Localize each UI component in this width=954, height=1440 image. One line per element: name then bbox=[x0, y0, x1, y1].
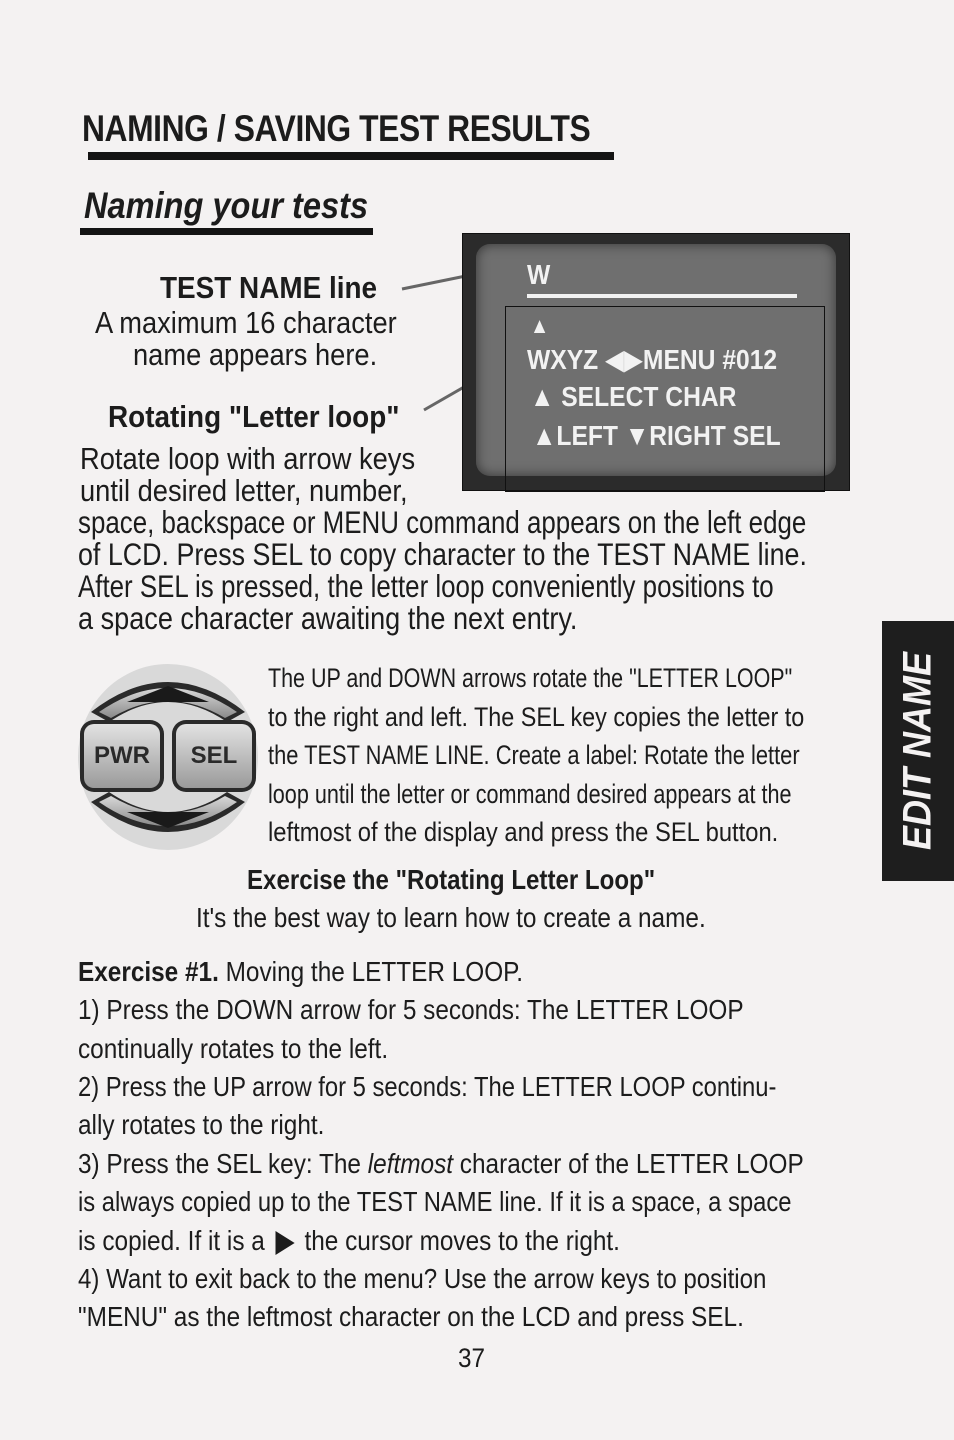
step3-pre: 3) Press the SEL key: The bbox=[78, 1148, 368, 1179]
exercise1-title-text: Moving the LETTER LOOP. bbox=[218, 956, 524, 987]
lcd-name-line: W bbox=[527, 259, 551, 290]
keypad-text-2: to the right and left. The SEL key copies the letter to bbox=[268, 702, 805, 732]
page-number: 37 bbox=[458, 1343, 486, 1373]
lcd-caret-icon: ▲ bbox=[530, 313, 550, 338]
sel-label: SEL bbox=[190, 742, 238, 769]
page-heading: NAMING / SAVING TEST RESULTS bbox=[82, 108, 591, 149]
step3-post: character of the LETTER LOOP bbox=[453, 1148, 804, 1179]
letter-loop-line-1: Rotate loop with arrow keys bbox=[80, 441, 416, 476]
step3-emphasis: leftmost bbox=[367, 1148, 454, 1179]
lcd-select-line: ▲ SELECT CHAR bbox=[530, 381, 737, 412]
test-name-line-desc-2: name appears here. bbox=[133, 337, 378, 372]
lcd-name-underline bbox=[527, 294, 797, 298]
body-line-1: space, backspace or MENU command appears on the left edge bbox=[78, 504, 807, 540]
exercise1-label: Exercise #1. bbox=[78, 956, 219, 987]
step2-line-a: 2) Press the UP arrow for 5 seconds: The LETTER LOOP continu- bbox=[78, 1071, 777, 1102]
lcd-loop-line: WXYZ ◀▶MENU #012 bbox=[527, 344, 778, 375]
side-tab-label: EDIT NAME bbox=[895, 652, 940, 850]
step3-line-c bbox=[78, 1225, 620, 1257]
exercise-subheading: It's the best way to learn how to create a name. bbox=[196, 902, 706, 933]
section-heading: Naming your tests bbox=[84, 185, 369, 226]
letter-loop-line-2: until desired letter, number, bbox=[80, 473, 408, 508]
keypad-text-1: The UP and DOWN arrows rotate the "LETTER LOOP" bbox=[268, 663, 793, 693]
right-arrow-icon bbox=[275, 1231, 294, 1255]
keypad-text-5: leftmost of the display and press the SEL button. bbox=[268, 817, 779, 847]
step1-line-a: 1) Press the DOWN arrow for 5 seconds: The LETTER LOOP bbox=[78, 994, 744, 1025]
keypad-text-4: loop until the letter or command desired appears at the bbox=[268, 779, 792, 809]
step4-line-b: "MENU" as the leftmost character on the LCD and press SEL. bbox=[78, 1301, 744, 1332]
sel-button[interactable] bbox=[172, 720, 256, 792]
pwr-label: PWR bbox=[94, 742, 150, 769]
test-name-line-desc-1: A maximum 16 character bbox=[95, 305, 397, 340]
edit-name-side-tab bbox=[882, 621, 954, 881]
step3-line-b: is always copied up to the TEST NAME line. If it is a space, a space bbox=[78, 1186, 792, 1217]
step3-line-a bbox=[78, 1148, 804, 1180]
step1-line-b: continually rotates to the left. bbox=[78, 1033, 389, 1064]
pwr-button[interactable] bbox=[80, 720, 164, 792]
letter-loop-title: Rotating "Letter loop" bbox=[108, 399, 400, 434]
body-line-4: a space character awaiting the next entry. bbox=[78, 600, 578, 636]
body-line-2: of LCD. Press SEL to copy character to the TEST NAME line. bbox=[78, 536, 807, 572]
exercise1-title bbox=[78, 956, 523, 988]
step2-line-b: ally rotates to the right. bbox=[78, 1109, 325, 1140]
exercise-heading: Exercise the "Rotating Letter Loop" bbox=[247, 864, 656, 895]
body-line-3: After SEL is pressed, the letter loop conveniently positions to bbox=[78, 568, 774, 604]
lcd-keys-line: ▲LEFT ▼RIGHT SEL bbox=[532, 420, 781, 451]
step3c-pre: is copied. If it is a bbox=[78, 1225, 272, 1256]
step3c-post: the cursor moves to the right. bbox=[297, 1225, 620, 1256]
step4-line-a: 4) Want to exit back to the menu? Use the arrow keys to position bbox=[78, 1263, 767, 1294]
keypad-text-3: the TEST NAME LINE. Create a label: Rotate the letter bbox=[268, 740, 800, 770]
test-name-line-title: TEST NAME line bbox=[160, 270, 378, 305]
